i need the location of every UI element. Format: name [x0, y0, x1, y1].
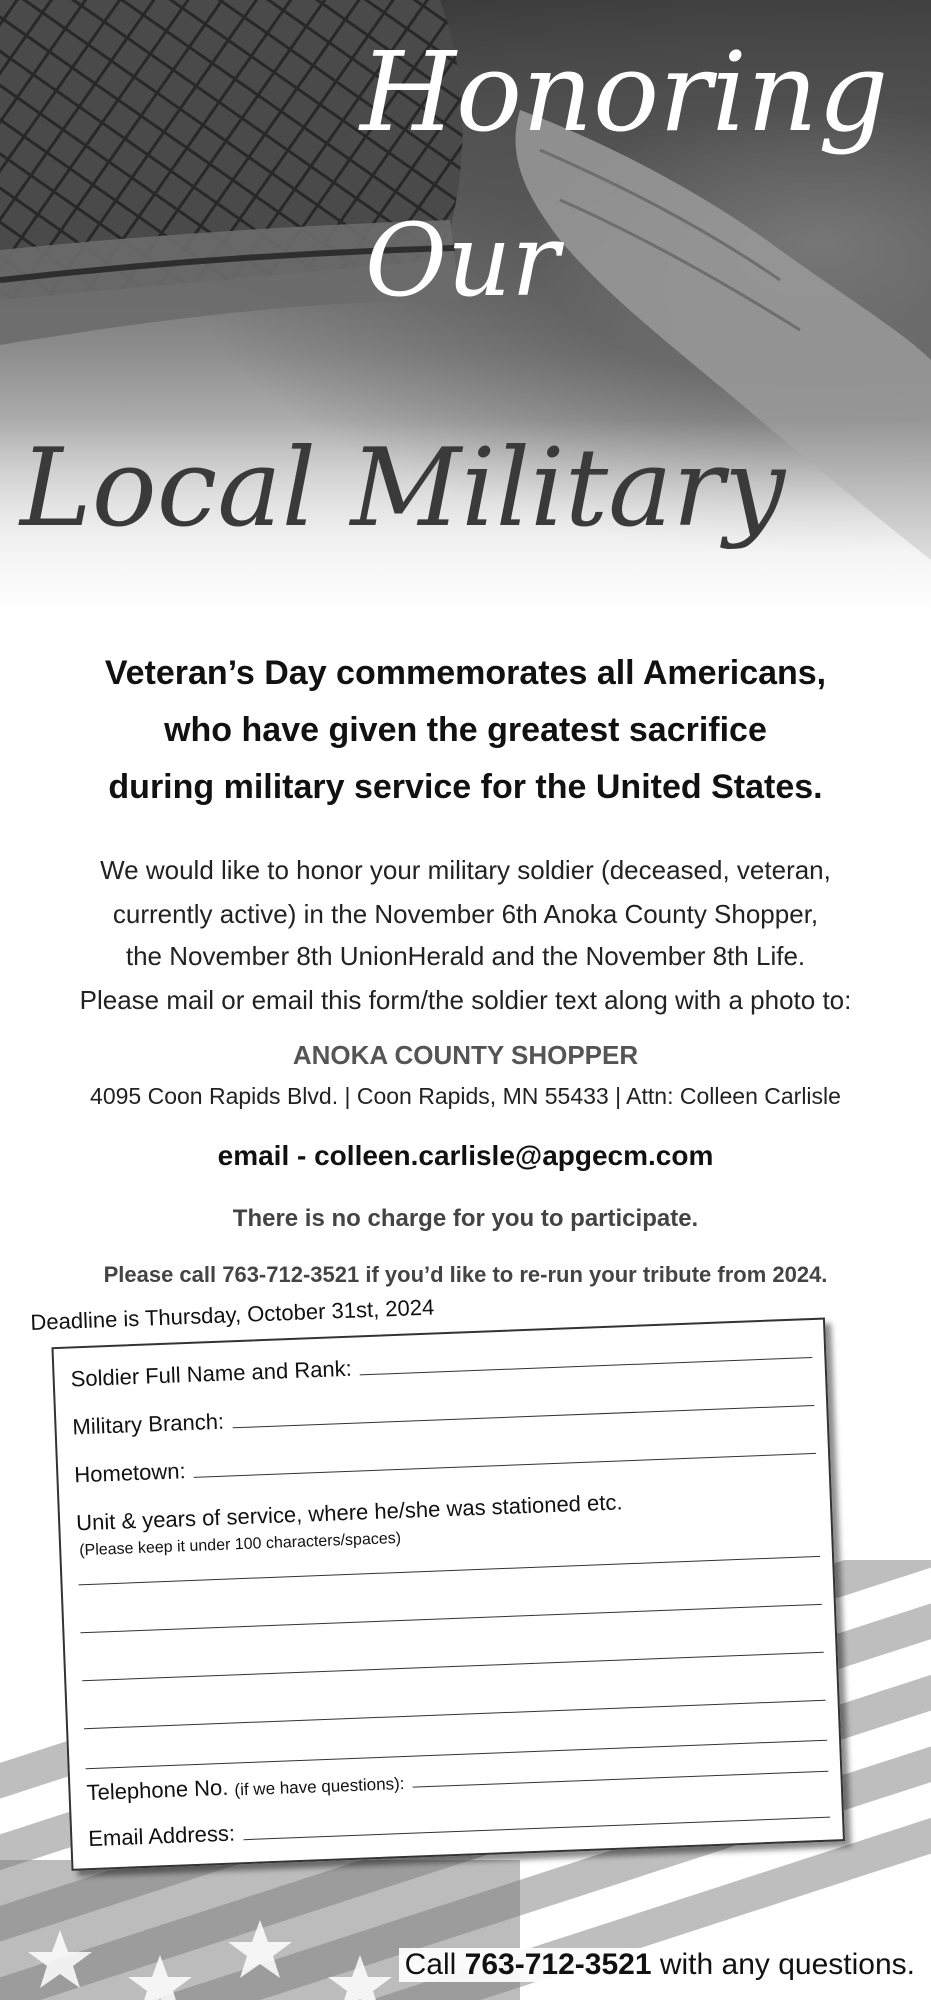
- headline-line-1: Veteran’s Day commemorates all Americans,: [104, 654, 827, 692]
- unit-service-heading: [76, 1482, 818, 1536]
- hometown-line[interactable]: [194, 1452, 816, 1478]
- call-number[interactable]: 763-712-3521: [464, 1948, 652, 1981]
- soldier-name-label: Soldier Full Name and Rank:: [70, 1355, 353, 1392]
- email-line[interactable]: [243, 1816, 830, 1841]
- helmet-salute-illustration: [0, 0, 931, 640]
- headline-line-3: during military service for the United States.: [108, 768, 823, 806]
- headline-line-2: who have given the greatest sacrifice: [164, 711, 767, 749]
- hometown-field[interactable]: [74, 1434, 816, 1488]
- unit-service-line-3[interactable]: [82, 1652, 823, 1681]
- military-branch-line[interactable]: [232, 1404, 814, 1428]
- intro-line-3: the November 8th UnionHerald and the November 8th Life.: [125, 941, 806, 971]
- intro-line-1: We would like to honor your military soldier (deceased, veteran,: [100, 855, 831, 885]
- intro-line-4: Please mail or email this form/the soldier text along with a photo to:: [79, 985, 852, 1015]
- telephone-line[interactable]: [413, 1770, 829, 1788]
- call-prefix: Call: [404, 1948, 457, 1981]
- unit-service-line-4[interactable]: [84, 1700, 825, 1729]
- telephone-note: (if we have questions):: [234, 1773, 405, 1800]
- email-label: Email Address:: [87, 1820, 236, 1852]
- email-field[interactable]: [88, 1798, 830, 1852]
- script-title-text-2: Our: [365, 202, 560, 319]
- deadline-text: Deadline is Thursday, October 31st, 2024: [30, 1294, 435, 1335]
- unit-service-label: Unit & years of service, where he/she was stationed etc.: [75, 1489, 623, 1536]
- shopper-name: ANOKA COUNTY SHOPPER: [292, 1040, 639, 1070]
- mailing-address: 4095 Coon Rapids Blvd. | Coon Rapids, MN 55433 | Attn: Colleen Carlisle: [90, 1083, 841, 1109]
- telephone-label: Telephone No.: [86, 1774, 229, 1806]
- script-title-text-3: Local Military: [20, 426, 786, 551]
- script-title-honoring: [358, 28, 888, 156]
- hometown-label: Hometown:: [73, 1458, 187, 1488]
- rerun-note: Please call 763-712-3521 if you’d like to re-run your tribute from 2024.: [103, 1262, 828, 1287]
- tribute-form: [30, 1279, 853, 1929]
- unit-service-line-2[interactable]: [80, 1604, 821, 1633]
- intro-line-2: currently active) in the November 6th Anoka County Shopper,: [112, 899, 819, 929]
- soldier-name-line[interactable]: [360, 1356, 812, 1375]
- military-branch-label: Military Branch:: [72, 1408, 225, 1440]
- telephone-field[interactable]: [86, 1752, 828, 1806]
- call-suffix: with any questions.: [659, 1948, 915, 1981]
- email-address-link[interactable]: email - colleen.carlisle@apgecm.com: [217, 1140, 714, 1171]
- soldier-name-field[interactable]: [70, 1338, 812, 1392]
- unit-service-note: (Please keep it under 100 characters/spaces): [78, 1529, 402, 1560]
- form-box: [51, 1317, 845, 1870]
- script-title-text-1: Honoring: [360, 28, 889, 156]
- no-charge-note: There is no charge for you to participate.: [232, 1205, 699, 1232]
- call-line: [399, 1948, 921, 1982]
- unit-service-line-1[interactable]: [79, 1556, 820, 1585]
- military-branch-field[interactable]: [72, 1386, 814, 1440]
- hero-photo: [0, 0, 931, 640]
